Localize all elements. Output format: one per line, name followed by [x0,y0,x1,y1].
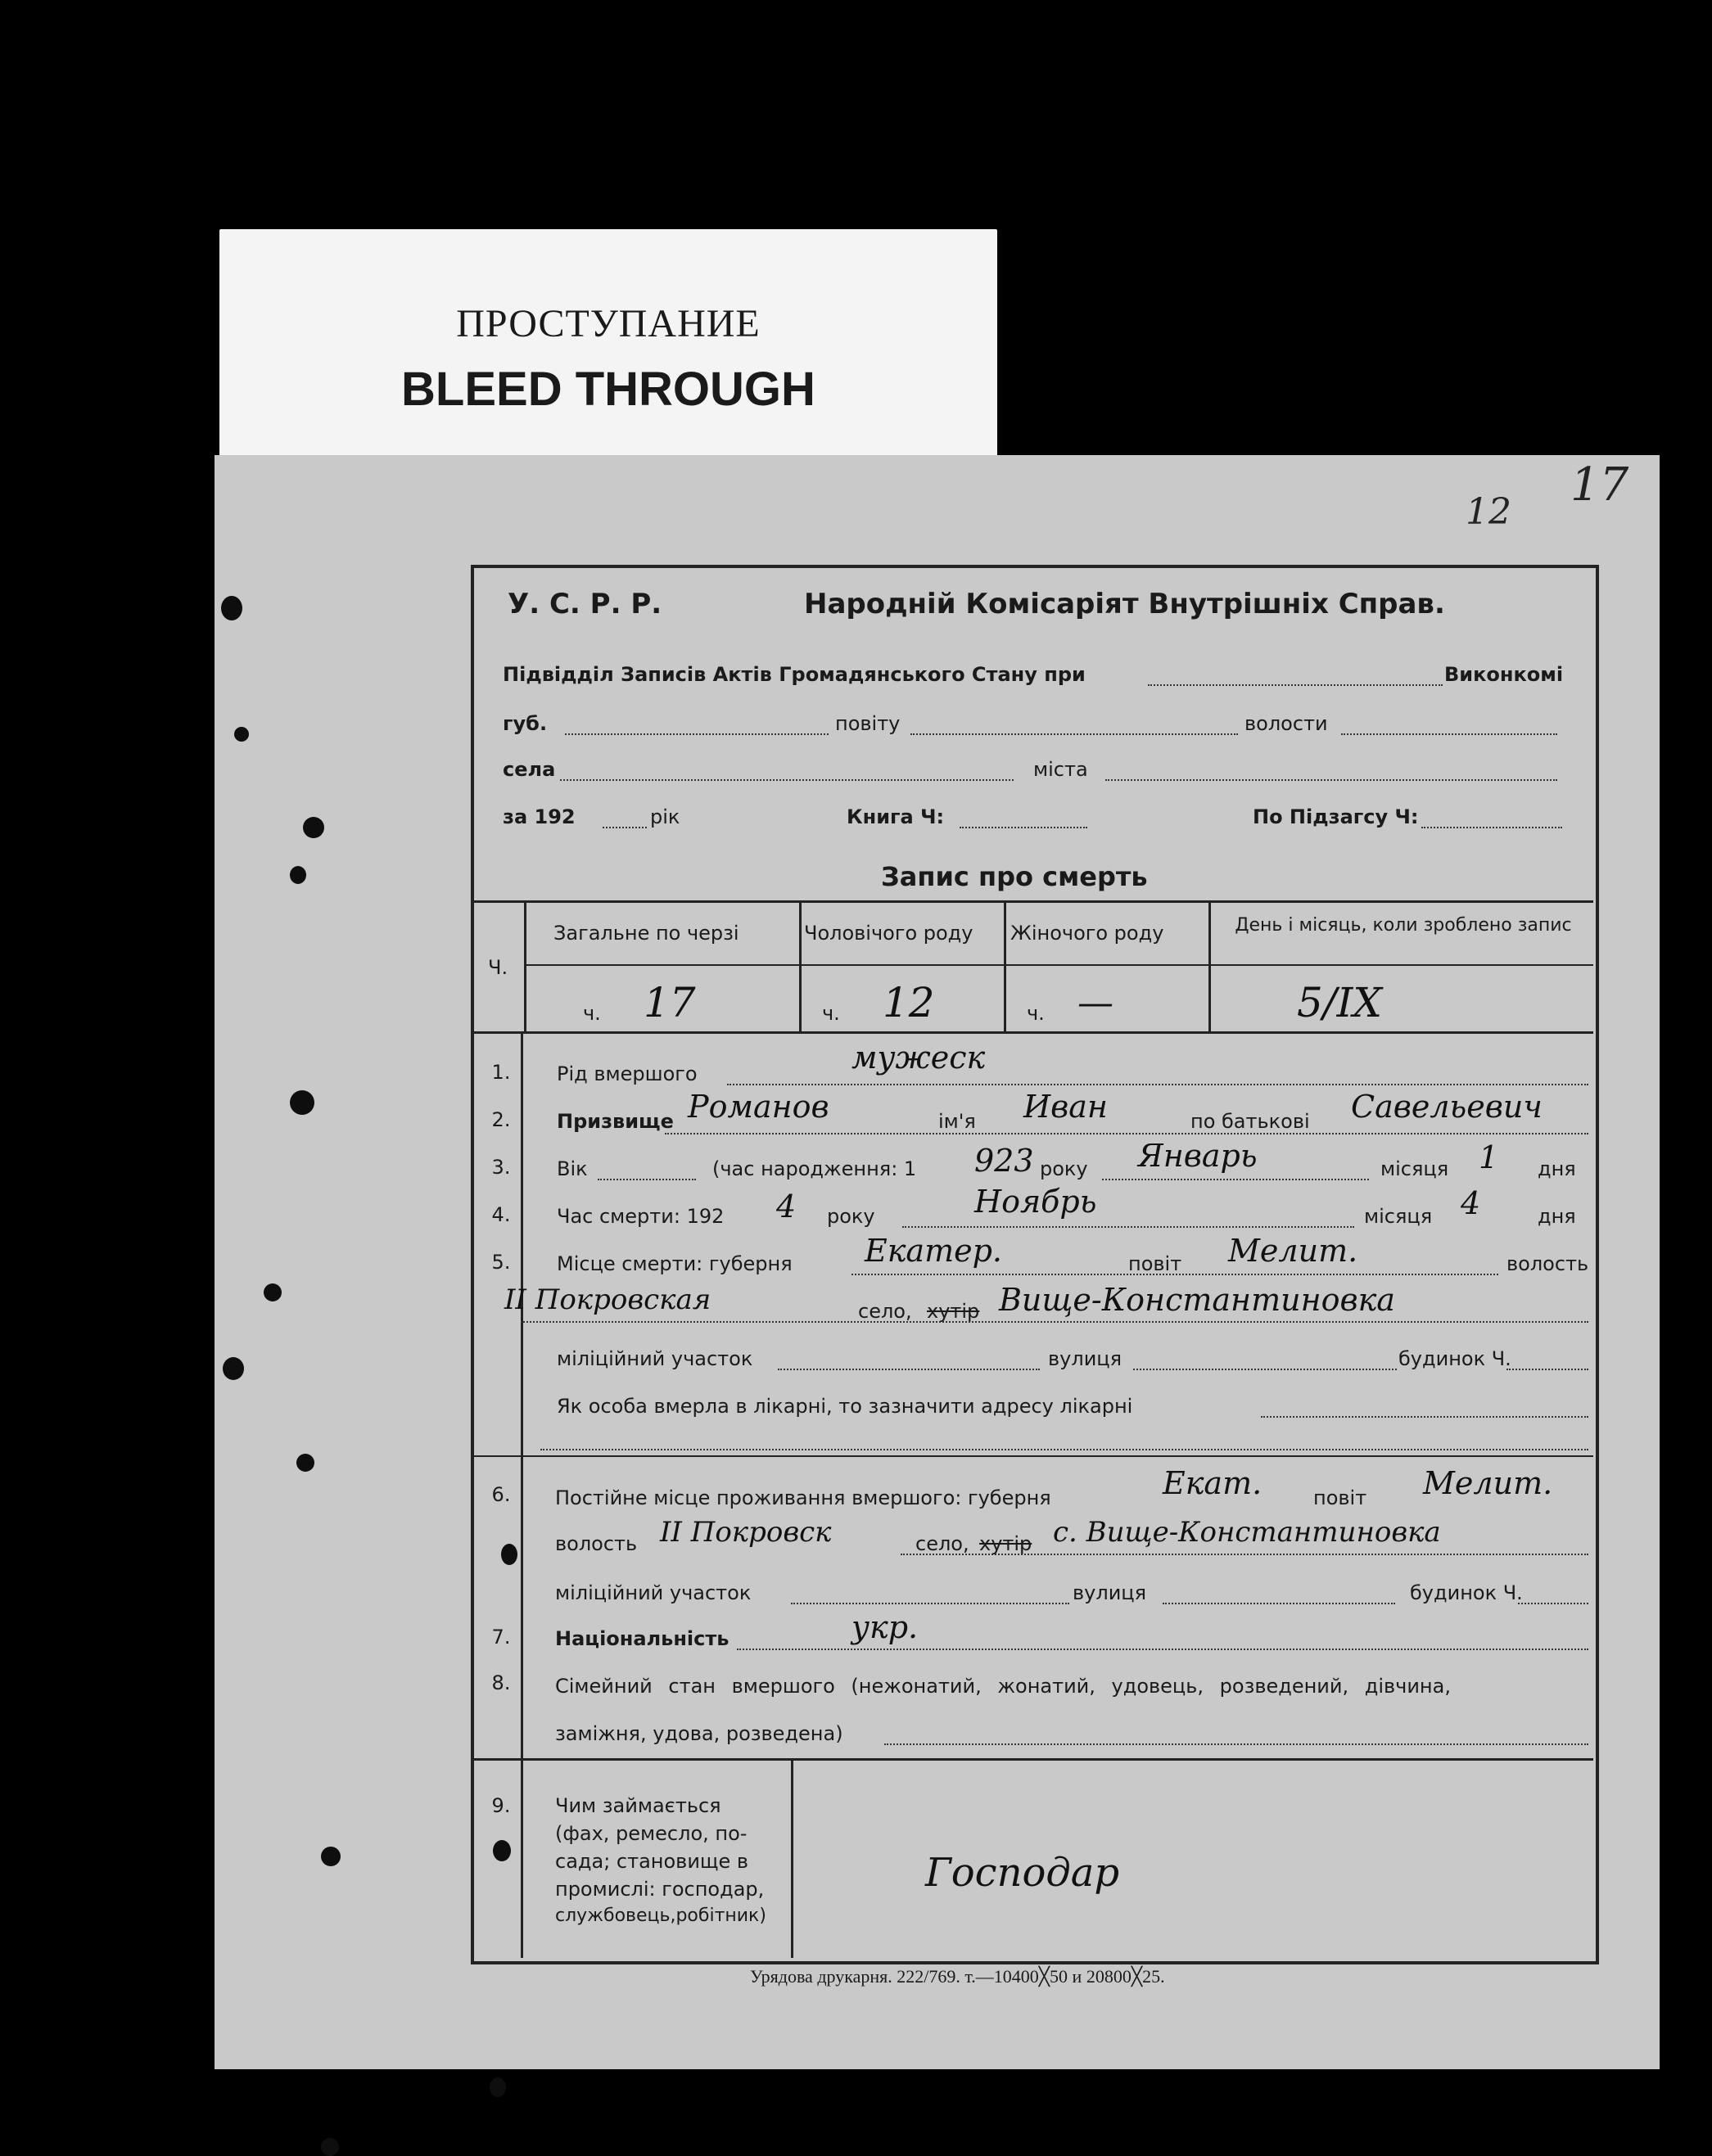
section-rule [473,1758,1593,1761]
punch-hole [296,1454,314,1472]
subdept-label: Підвідділ Записів Актів Громадянського Стану при [503,663,1086,686]
gub-label: губ. [503,712,548,735]
birth-day-value: 1 [1479,1139,1499,1175]
fill-line [902,1226,1354,1228]
table-value-male: 12 [883,979,935,1026]
fill-line [884,1743,1588,1745]
rik-label: рік [650,805,680,828]
fill-line [791,1603,1069,1604]
punch-hole [490,2077,506,2097]
residence-selo-label: село, [915,1532,969,1555]
form-title: Запис про смерть [881,861,1148,892]
death-khutir-label: хутір [927,1300,980,1323]
year-label: за 192 [503,805,576,828]
mista-label: міста [1033,758,1088,781]
residence-povit-label: повіт [1313,1486,1367,1509]
sela-label: села [503,758,556,781]
death-day-value: 4 [1461,1185,1481,1221]
table-col-date: День і місяць, коли зроблено запис [1235,915,1572,936]
name-label: ім'я [938,1110,976,1133]
fill-line [910,733,1238,735]
fill-line [960,827,1087,828]
death-selo-label: село, [858,1300,912,1323]
table-col-female: Жіночого роду [1010,922,1164,945]
occupation-label-5: службовець,робітник) [555,1906,766,1926]
table-rule [473,900,1593,903]
volosti-label: волости [1244,712,1328,735]
header-commissariat: Народній Комісаріят Внутрішніх Справ. [804,588,1445,620]
marital-label-2: заміжня, удова, розведена) [555,1722,843,1745]
fill-line [1421,827,1562,828]
table-ch-3: ч. [1027,1002,1045,1025]
row1-label: Рід вмершого [557,1062,698,1085]
pidzags-label: По Підзагсу Ч: [1253,805,1419,828]
row-num-divider [521,1033,523,1958]
fill-line [1518,1603,1588,1604]
patronymic-value: Савельевич [1351,1089,1543,1125]
punch-hole [223,1357,244,1380]
marital-label: Сімейний стан вмершого (нежонатий, жонатий, удовець, розведений, дівчина, [555,1675,1451,1698]
table-col-general: Загальне по черзі [553,922,739,945]
fill-line [737,1649,1588,1650]
vykonkom-label: Виконкомі [1444,663,1564,686]
table-rule [524,964,1593,966]
row-number-8: 8. [491,1671,511,1694]
row-number-2: 2. [491,1108,511,1131]
fill-line [1148,684,1443,686]
punch-hole [221,596,242,620]
residence-volost-value: II Покровск [660,1516,832,1549]
archive-number-12: 12 [1466,491,1511,533]
patronymic-label: по батькові [1190,1110,1310,1133]
residence-militia-label: міліційний участок [555,1581,752,1604]
fill-line [778,1369,1040,1370]
label-russian: ПРОСТУПАНИЕ [456,302,761,345]
death-month-value: Ноябрь [974,1184,1097,1220]
occupation-label-1: Чим займається [555,1794,721,1817]
row-number-3: 3. [491,1156,511,1179]
birth-year-suffix: року [1040,1157,1088,1180]
table-rule [1004,900,1006,1031]
death-day-label: дня [1538,1205,1576,1228]
table-ch-1: ч. [583,1002,601,1025]
fill-line [851,1274,1498,1275]
fill-line [901,1554,1588,1555]
death-month-label: місяця [1364,1205,1433,1228]
birth-month-value: Январь [1138,1138,1258,1174]
fill-line [540,1449,1588,1450]
birth-month-label: місяця [1380,1157,1449,1180]
death-povit-label: повіт [1128,1252,1182,1275]
bleed-through-label [219,229,997,462]
table-col-male: Чоловічого роду [804,922,973,945]
header-ussr: У. С. Р. Р. [508,588,662,620]
book-label: Книга Ч: [847,805,945,828]
table-ch-header: Ч. [488,956,508,979]
death-year-value: 4 [776,1189,797,1225]
punch-hole [264,1283,282,1301]
death-povit-value: Мелит. [1228,1233,1358,1269]
table-rule [799,900,802,1031]
death-time-label: Час смерти: 192 [557,1205,725,1228]
table-value-general: 17 [644,979,696,1026]
death-street-label: вулиця [1048,1347,1123,1370]
printer-footer: Урядова друкарня. 222/769. т.—10400╳50 и 20800╳25. [750,1966,1165,1987]
section-rule [473,1455,1593,1457]
fill-line [1102,1179,1369,1180]
birth-day-label: дня [1538,1157,1576,1180]
residence-povit-value: Мелит. [1423,1465,1553,1501]
fill-line [603,827,647,828]
table-value-female: — [1077,982,1113,1024]
hospital-label: Як особа вмерла в лікарні, то зазначити адресу лікарні [557,1395,1133,1418]
nationality-value: укр. [851,1609,919,1645]
birth-label: (час народження: 1 [712,1157,917,1180]
occupation-label-2: (фах, ремесло, по- [555,1822,748,1845]
fill-line [1105,779,1557,781]
fill-line [560,779,1014,781]
table-rule [473,1031,1593,1034]
table-ch-2: ч. [822,1002,840,1025]
punch-hole [303,817,324,838]
residence-street-label: вулиця [1073,1581,1147,1604]
fill-line [727,1084,1588,1085]
residence-house-label: будинок Ч. [1410,1581,1523,1604]
fill-line [665,1133,1588,1134]
table-rule [1208,900,1211,1031]
death-year-suffix: року [827,1205,875,1228]
residence-village-value: с. Вище-Константиновка [1053,1516,1441,1549]
row-number-6: 6. [491,1483,511,1506]
fill-line [1163,1603,1395,1604]
row-number-9: 9. [491,1794,511,1817]
name-value: Иван [1023,1089,1108,1125]
occupation-divider [791,1760,793,1958]
row1-value: мужеск [851,1040,986,1076]
death-militia-label: міліційний участок [557,1347,753,1370]
label-english: BLEED THROUGH [401,363,815,416]
fill-line [565,733,829,735]
residence-volost-label: волость [555,1532,638,1555]
row-number-7: 7. [491,1626,511,1649]
row-number-5: 5. [491,1251,511,1274]
fill-line [1506,1369,1588,1370]
occupation-value: Господар [925,1850,1120,1896]
death-place-label: Місце смерти: губерня [557,1252,793,1275]
death-village-value: Вище-Константиновка [999,1282,1395,1318]
fill-line [1261,1416,1588,1418]
punch-hole [321,1847,341,1866]
table-rule [524,900,526,1031]
surname-label: Призвище [557,1110,674,1133]
residence-gub-value: Екат. [1163,1465,1263,1501]
residence-khutir-label: хутір [979,1532,1032,1555]
fill-line [1133,1369,1397,1370]
death-gub-value: Екатер. [865,1233,1003,1269]
row-number-1: 1. [491,1061,511,1084]
birth-year-value: 923 [974,1143,1034,1179]
archive-number-17: 17 [1570,458,1629,512]
punch-hole [321,2138,339,2156]
residence-label: Постійне місце проживання вмершого: губерня [555,1486,1051,1509]
death-volost-value: II Покровская [504,1283,711,1316]
punch-hole [234,727,249,742]
povitu-label: повіту [835,712,901,735]
nationality-label: Національність [555,1627,730,1650]
fill-line [521,1321,1588,1323]
fill-line [598,1179,696,1180]
occupation-label-3: сада; становище в [555,1850,749,1873]
age-label: Вік [557,1157,588,1180]
punch-hole [290,1090,314,1115]
death-house-label: будинок Ч. [1398,1347,1511,1370]
punch-hole [290,866,306,884]
row-number-4: 4. [491,1203,511,1226]
surname-value: Романов [688,1089,829,1125]
occupation-label-4: промислі: господар, [555,1878,765,1901]
table-value-date: 5/IX [1297,979,1383,1026]
fill-line [1341,733,1557,735]
death-volost-label: волость [1506,1252,1589,1275]
